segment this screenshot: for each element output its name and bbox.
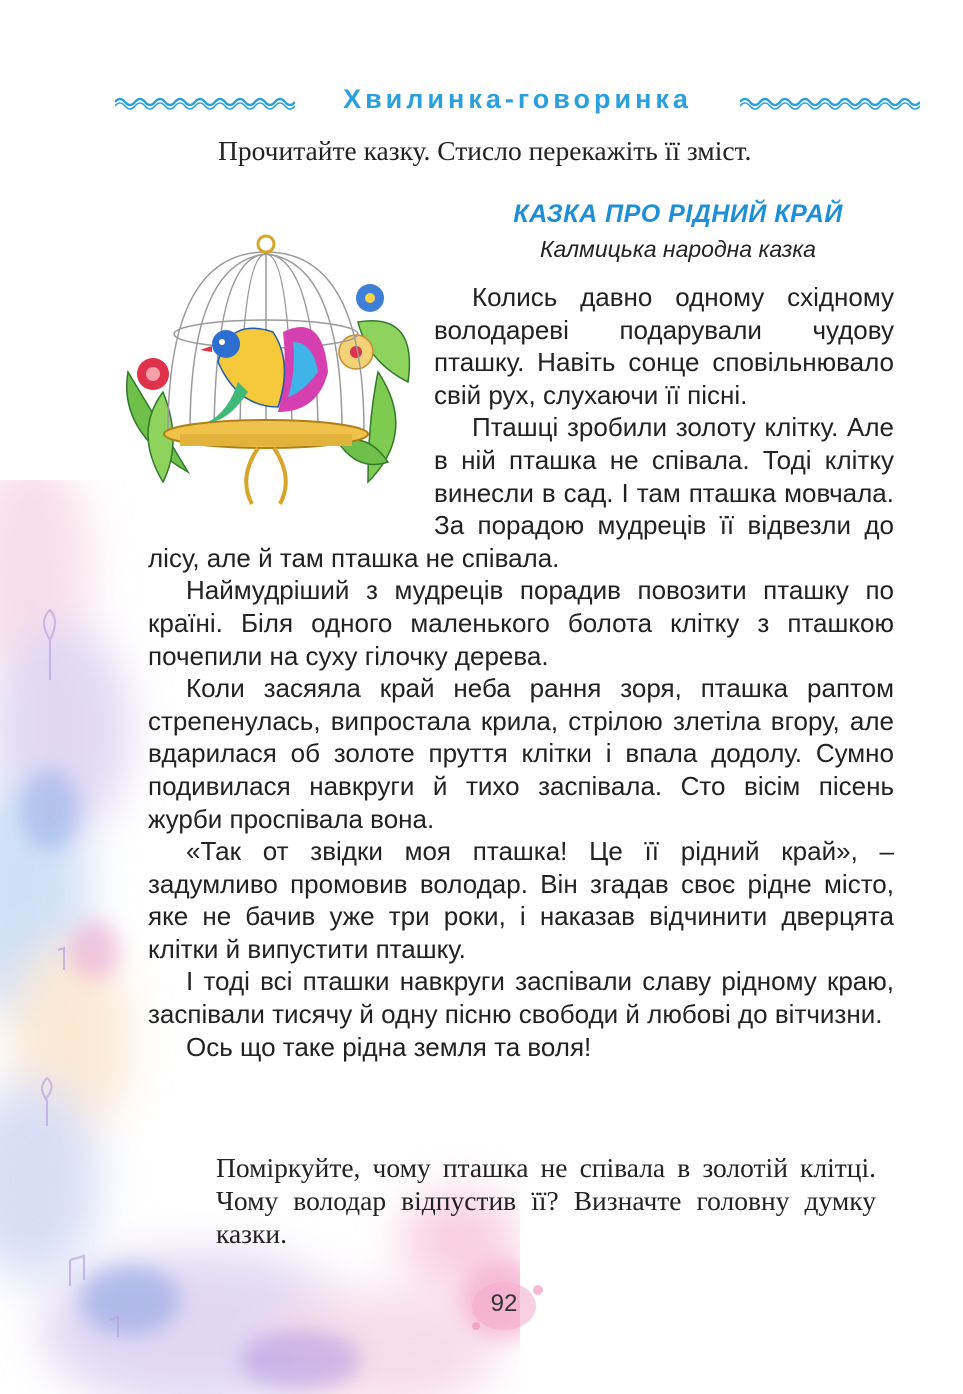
story-paragraph-6: І тоді всі пташки навкруги заспівали славу рідному краю, заспівали тисячу й одну пісню свободи й любові до вітчизни. [148, 966, 894, 1030]
story-paragraph-1: Колись давно одному східному володареві подарували чудову пташку. Навіть сонце сповільнювало свій рух, слухаючи її пісні. [434, 282, 894, 410]
story-paragraph-5: «Так от звідки моя пташка! Це її рідний край», – задумливо промовив володар. Він згадав своє рідне місто, яке не бачив уже три роки, і наказав відчинити дверцята клітки й випустити пташку. [148, 836, 894, 964]
illustration-spacer [148, 281, 434, 537]
story-subtitle: Калмицька народна казка [540, 236, 816, 262]
discussion-questions: Поміркуйте, чому пташка не співала в золотій клітці. Чому володар відпустив її? Визначте головну думку казки. [216, 1152, 876, 1249]
intro-instruction: Прочитайте казку. Стисло перекажіть її зміст. [218, 135, 752, 166]
header-title: Хвилинка-говоринка [343, 84, 692, 114]
story-paragraph-3: Наймудріший з мудреців порадив повозити пташку по країні. Біля одного маленького болота клітку з пташкою почепили на суху гілочку дерева. [148, 575, 894, 671]
story-body [148, 281, 894, 1063]
story-paragraph-4: Коли засяяла край неба рання зоря, пташка раптом стрепенулась, випростала крила, стрілою злетіла вгору, але вдарилася об золоте пруття клітки і впала додолу. Сумно подивилася навкруги й тихо заспівала. Сто вісім пісень журби проспівала вона. [148, 673, 894, 834]
story-paragraph-7: Ось що таке рідна земля та воля! [186, 1031, 592, 1062]
story-paragraph-2: Пташці зробили золоту клітку. Але в ній пташка не співала. Тоді клітку винесли в сад. І там пташка мовчала. За порадою мудреців її відвезли до лісу, але й там пташка не співала. [148, 412, 894, 573]
page-number: 92 [490, 1290, 518, 1317]
header-wave-right [740, 94, 920, 110]
story-title: КАЗКА ПРО РІДНИЙ КРАЙ [513, 200, 843, 228]
section-header [115, 82, 920, 122]
